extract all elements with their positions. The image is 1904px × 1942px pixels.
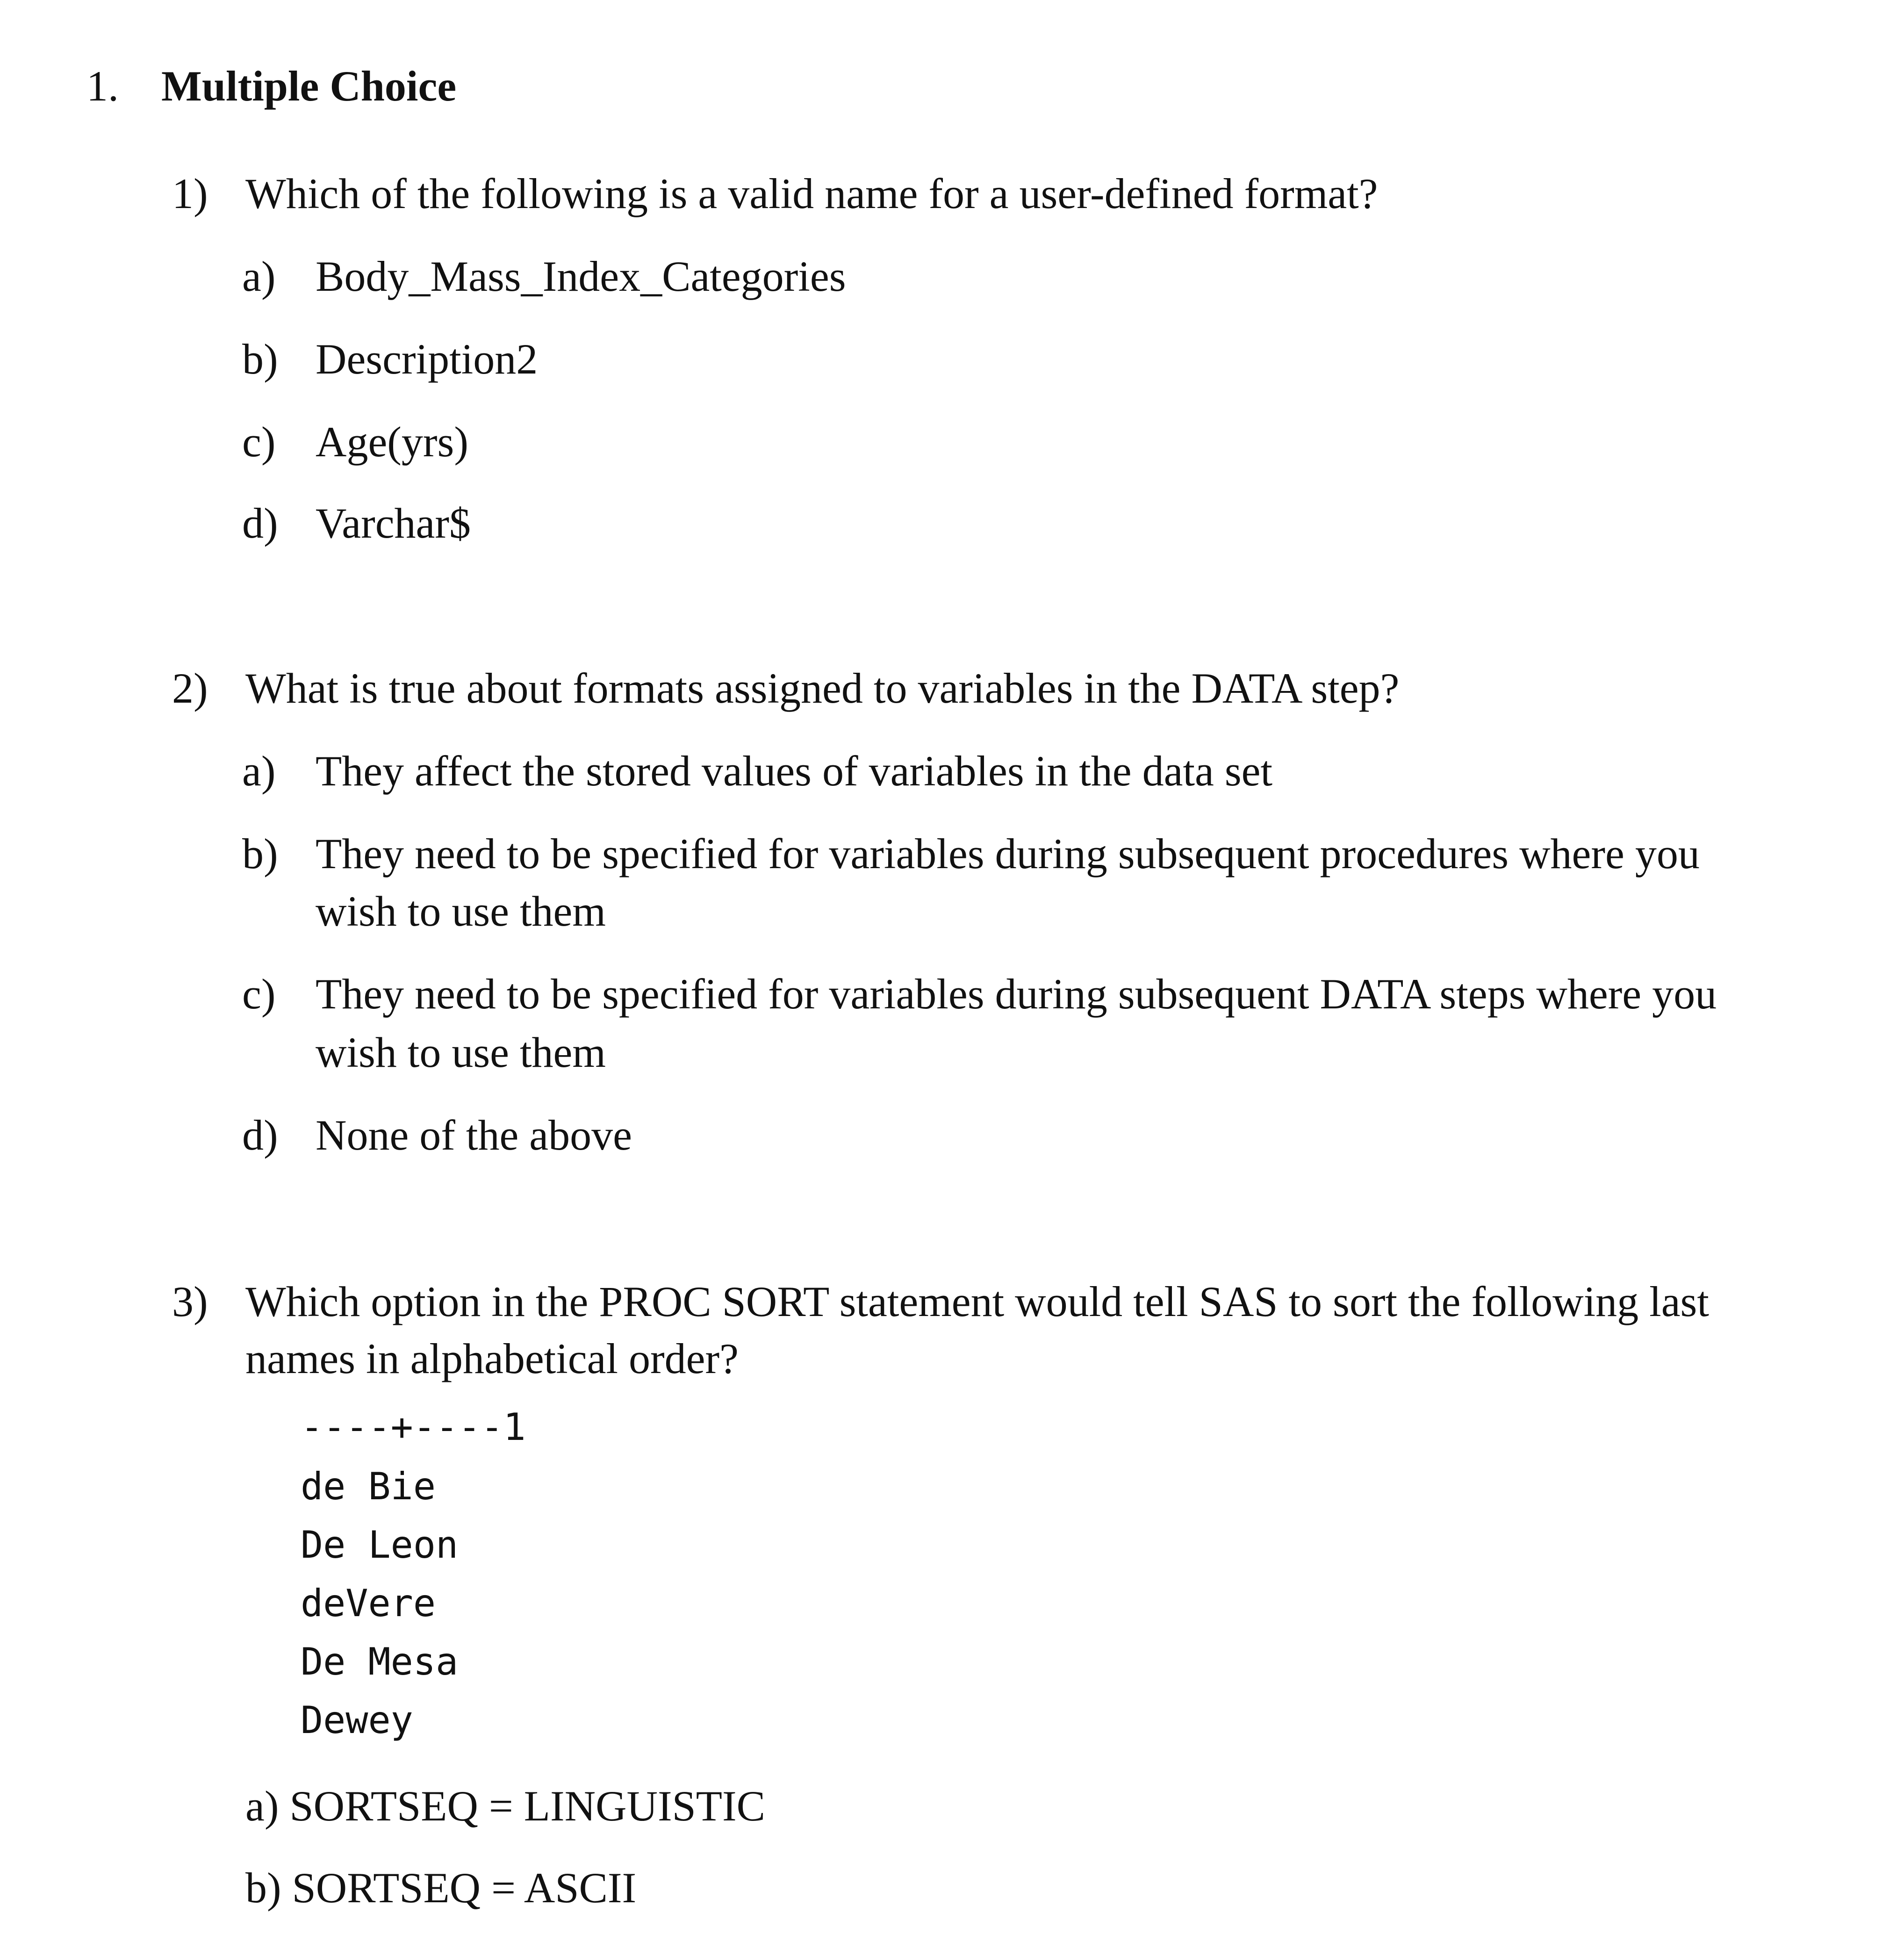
option-letter: d) (242, 1111, 278, 1159)
option-letter: c) (242, 418, 276, 466)
option-letter: d) (242, 499, 278, 547)
option-text: They affect the stored values of variables in the data set (316, 747, 1273, 795)
option-text: Body_Mass_Index_Categories (316, 252, 846, 300)
question-text: What is true about formats assigned to variables in the DATA step? (245, 664, 1400, 712)
question-text: Which option in the PROC SORT statement would tell SAS to sort the following last (245, 1278, 1709, 1325)
option-text: Description2 (316, 335, 538, 383)
code-ruler: ----+----1 (301, 1405, 526, 1449)
option-letter: c) (242, 970, 276, 1018)
option-letter: a) (242, 747, 276, 795)
option-text-continued: wish to use them (316, 1029, 606, 1076)
code-line: De Mesa (301, 1640, 459, 1683)
question-number: 3) (172, 1278, 208, 1325)
question-number: 2) (172, 664, 208, 712)
option-text-continued: wish to use them (316, 887, 606, 935)
option-letter: b) (242, 830, 278, 877)
code-line: de Bie (301, 1465, 436, 1508)
code-line: deVere (301, 1582, 436, 1625)
code-line: Dewey (301, 1698, 413, 1742)
question-number: 1) (172, 170, 208, 217)
code-line: De Leon (301, 1523, 459, 1567)
option-text: Varchar$ (316, 499, 471, 547)
option-text: They need to be specified for variables during subsequent procedures where you (316, 830, 1700, 877)
option-text: Age(yrs) (316, 418, 468, 466)
option-letter: a) (242, 252, 276, 300)
question-text: Which of the following is a valid name for a user-defined format? (245, 170, 1378, 217)
option-letter: b) (242, 335, 278, 383)
option-text: a) SORTSEQ = LINGUISTIC (245, 1782, 765, 1830)
option-text: None of the above (316, 1111, 632, 1159)
question-text-continued: names in alphabetical order? (245, 1335, 739, 1382)
section-title: Multiple Choice (161, 62, 457, 110)
section-number: 1. (86, 62, 119, 110)
option-text: b) SORTSEQ = ASCII (245, 1864, 637, 1912)
option-text: They need to be specified for variables during subsequent DATA steps where you (316, 970, 1717, 1018)
